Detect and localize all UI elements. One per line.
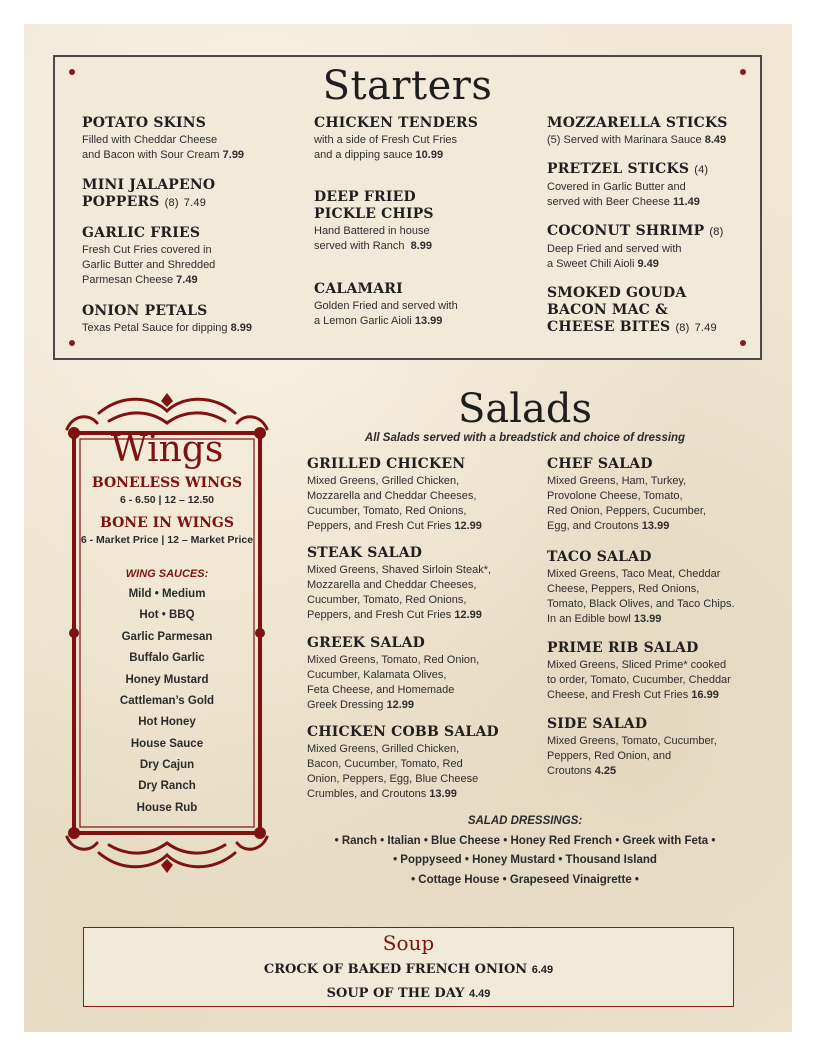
corner-dot xyxy=(69,340,75,346)
salad-item xyxy=(307,545,491,623)
item-name: CHICKEN COBB SALAD xyxy=(307,724,499,740)
wing-sauce: Hot Honey xyxy=(138,716,196,728)
item-name: TACO SALAD xyxy=(547,549,652,565)
wing-sauce: Dry Cajun xyxy=(139,759,195,771)
wings-title: Wings xyxy=(110,429,224,470)
item-desc: Covered in Garlic Butter and served with Beer Cheese 11.49 xyxy=(547,181,700,208)
item-name: GREEK SALAD xyxy=(307,635,425,651)
item-name: CALAMARI xyxy=(314,281,403,297)
starters-title: Starters xyxy=(322,63,493,109)
salad-item xyxy=(307,724,499,802)
soup-title: Soup xyxy=(382,931,435,955)
salad-dressings-line: • Ranch • Italian • Blue Cheese • Honey Red French • Greek with Feta • xyxy=(334,835,716,847)
item-name: POTATO SKINS xyxy=(82,115,207,131)
item-name: SIDE SALAD xyxy=(547,716,648,732)
menu-item xyxy=(314,281,458,329)
item-name: GRILLED CHICKEN xyxy=(307,456,466,472)
menu-item xyxy=(82,115,244,163)
salad-dressings-line: • Cottage House • Grapeseed Vinaigrette • xyxy=(411,874,639,886)
item-desc: Mixed Greens, Taco Meat, Cheddar Cheese, Peppers, Red Onions, Tomato, Black Olives, and Taco Chips. In an Edible bowl 13.99 xyxy=(547,568,735,625)
salad-item xyxy=(307,635,479,713)
item-desc: with a side of Fresh Cut Fries and a dipping sauce 10.99 xyxy=(314,134,458,161)
menu-item xyxy=(547,161,708,210)
item-desc: Mixed Greens, Grilled Chicken, Bacon, Cucumber, Tomato, Red Onion, Peppers, Egg, Blue Cheese Crumbles, and Croutons 13.99 xyxy=(307,743,479,800)
wing-sauce: Buffalo Garlic xyxy=(129,652,205,664)
salad-item xyxy=(547,716,717,779)
wing-sauce: House Rub xyxy=(136,802,198,814)
item-name: PRIME RIB SALAD xyxy=(547,640,699,656)
item-name: CHICKEN TENDERS xyxy=(314,115,479,131)
wing-sauce: House Sauce xyxy=(130,738,204,750)
menu-item xyxy=(82,177,215,212)
corner-dot xyxy=(740,340,746,346)
item-desc: Mixed Greens, Tomato, Cucumber, Peppers, Red Onion, and Croutons 4.25 xyxy=(547,735,717,777)
wing-sauce: Hot • BBQ xyxy=(139,609,195,621)
salad-item xyxy=(547,549,735,627)
menu-item xyxy=(547,285,717,337)
item-name: PRETZEL STICKS (4) xyxy=(547,161,709,177)
menu-item xyxy=(82,303,252,336)
item-desc: Mixed Greens, Shaved Sirloin Steak*, Mozzarella and Cheddar Cheeses, Cucumber, Tomato, Red Onions, Peppers, and Fresh Cut Fries 12.99 xyxy=(307,564,492,621)
item-desc: Hand Battered in house served with Ranch 8.99 xyxy=(314,225,433,252)
item-desc: Deep Fried and served with a Sweet Chili Aioli 9.49 xyxy=(547,243,682,270)
salads-title: Salads xyxy=(457,386,593,432)
wing-sauce: Mild • Medium xyxy=(128,588,206,600)
item-name: GARLIC FRIES xyxy=(82,225,201,241)
salads-subtitle: All Salads served with a breadstick and choice of dressing xyxy=(364,432,686,444)
item-name: ONION PETALS xyxy=(82,303,208,319)
item-desc: Mixed Greens, Tomato, Red Onion, Cucumber, Kalamata Olives, Feta Cheese, and Homemade Greek Dressing 12.99 xyxy=(307,654,480,711)
item-name: MOZZARELLA STICKS xyxy=(547,115,728,131)
salad-item xyxy=(307,456,482,534)
soup-section xyxy=(83,927,734,1007)
wing-sauce: Cattleman’s Gold xyxy=(119,695,215,707)
item-desc: Fresh Cut Fries covered in Garlic Butter and Shredded Parmesan Cheese 7.49 xyxy=(82,244,216,286)
salad-item xyxy=(547,456,706,534)
wing-sauces-heading: WING SAUCES: xyxy=(125,568,209,580)
salad-dressings-line: • Poppyseed • Honey Mustard • Thousand Island xyxy=(393,854,657,866)
item-name: MINI JALAPENO POPPERS (8) 7.49 xyxy=(82,177,216,210)
wing-sauce: Dry Ranch xyxy=(138,780,196,792)
soup-item: SOUP OF THE DAY 4.49 xyxy=(326,986,491,1001)
item-desc: Mixed Greens, Sliced Prime* cooked to order, Tomato, Cucumber, Cheddar Cheese, and Fresh Cut Fries 16.99 xyxy=(547,659,731,701)
salad-dressings-heading: SALAD DRESSINGS: xyxy=(467,815,583,827)
boneless-wings-prices: 6 - 6.50 | 12 – 12.50 xyxy=(119,494,214,506)
bone-in-wings-name: BONE IN WINGS xyxy=(100,515,234,531)
bone-in-wings-prices: 6 - Market Price | 12 – Market Price xyxy=(80,534,254,546)
menu-item xyxy=(547,223,723,272)
starters-section xyxy=(53,55,762,360)
item-name: COCONUT SHRIMP (8) xyxy=(547,223,724,239)
item-name: STEAK SALAD xyxy=(307,545,423,561)
item-desc: Texas Petal Sauce for dipping 8.99 xyxy=(82,322,253,334)
wings-section xyxy=(63,393,271,873)
item-desc: (5) Served with Marinara Sauce 8.49 xyxy=(547,134,727,146)
item-name: SMOKED GOUDA BACON MAC & CHEESE BITES (8) 7.49 xyxy=(547,285,717,335)
wing-sauce: Honey Mustard xyxy=(125,674,209,686)
item-name: DEEP FRIED PICKLE CHIPS xyxy=(314,189,434,222)
item-desc: Mixed Greens, Grilled Chicken, Mozzarella and Cheddar Cheeses, Cucumber, Tomato, Red Onions, Peppers, and Fresh Cut Fries 12.99 xyxy=(307,475,482,532)
item-name: CHEF SALAD xyxy=(547,456,653,472)
menu-item xyxy=(314,115,478,163)
salad-item xyxy=(547,640,731,703)
item-desc: Golden Fried and served with a Lemon Garlic Aioli 13.99 xyxy=(314,300,458,327)
boneless-wings-name: BONELESS WINGS xyxy=(91,475,243,491)
wing-sauce: Garlic Parmesan xyxy=(121,631,213,643)
menu-item xyxy=(314,189,434,254)
menu-item xyxy=(547,115,728,148)
menu-item xyxy=(82,225,215,288)
item-desc: Filled with Cheddar Cheese and Bacon with Sour Cream 7.99 xyxy=(82,134,245,161)
soup-item: CROCK OF BAKED FRENCH ONION 6.49 xyxy=(263,962,554,977)
item-desc: Mixed Greens, Ham, Turkey, Provolone Cheese, Tomato, Red Onion, Peppers, Cucumber, Egg, and Croutons 13.99 xyxy=(547,475,706,532)
